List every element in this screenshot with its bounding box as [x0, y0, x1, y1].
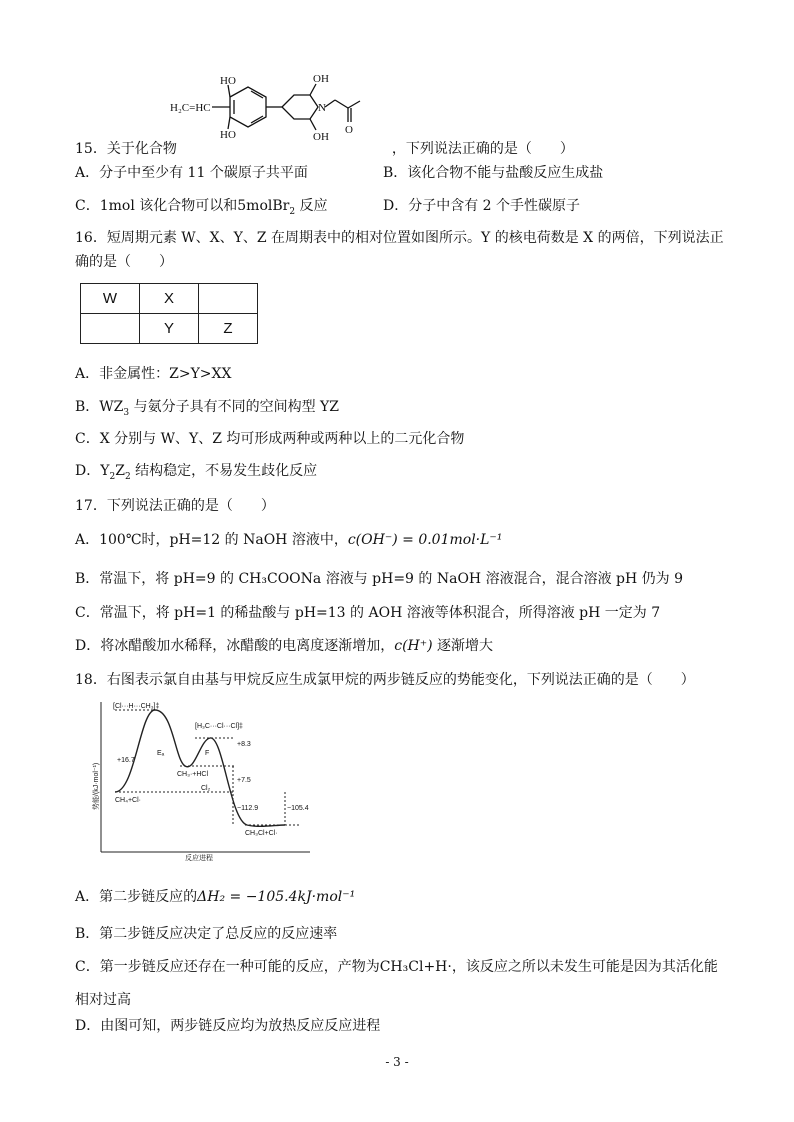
energy-label-v3: +7.5: [237, 777, 251, 784]
energy-label-products: CH₃Cl+Cl·: [245, 830, 278, 837]
page-number: - 3 -: [385, 1055, 409, 1069]
energy-label-v2: +8.3: [237, 741, 251, 748]
q16-option-c: C．X 分别与 W、Y、Z 均可形成两种或两种以上的二元化合物: [75, 431, 465, 447]
energy-label-ts1: [Cl···H···CH₃]‡: [113, 703, 160, 710]
q16-option-a: A．非金属性：Z>Y>XX: [75, 366, 232, 382]
q15-stem: 15．关于化合物 ，下列说法正确的是（ ）: [75, 141, 574, 157]
q18-stem: 18．右图表示氯自由基与甲烷反应生成氯甲烷的两步链反应的势能变化，下列说法正确的是（ ）: [75, 672, 695, 688]
periodic-table-grid: [80, 283, 258, 344]
energy-label-intermediate: CH₃·+HCl: [177, 771, 209, 778]
grid-cell: X: [140, 284, 199, 314]
mol-label-n: N: [318, 102, 326, 114]
energy-label-ea: Eₐ: [157, 750, 165, 757]
energy-ylabel: 势能/(kJ·mol⁻¹): [93, 762, 100, 810]
energy-label-v1: +16.7: [117, 757, 135, 764]
grid-cell: Z: [199, 314, 258, 344]
q18-option-c: C．第一步链反应还存在一种可能的反应，产物为CH₃Cl+H·，该反应之所以未发生可能是因为其活化能: [75, 959, 718, 975]
energy-label-v5: −105.4: [287, 805, 309, 812]
q16-stem-line1: 16．短周期元素 W、X、Y、Z 在周期表中的相对位置如图所示。Y 的核电荷数是 X 的两倍，下列说法正: [75, 230, 724, 246]
mol-label-ho-top: HO: [220, 75, 236, 87]
mol-label-oh-bottom: OH: [313, 131, 329, 143]
q17-option-a: A．100℃时，pH=12 的 NaOH 溶液中，c(OH⁻) = 0.01mol·L⁻¹: [75, 532, 503, 548]
energy-profile-figure: [95, 700, 315, 860]
q15-option-a: A．分子中至少有 11 个碳原子共平面: [75, 165, 308, 181]
grid-cell: [81, 314, 140, 344]
q17-option-d: D．将冰醋酸加水稀释，冰醋酸的电离度逐渐增加，c(H⁺) 逐渐增大: [75, 638, 494, 654]
mol-label-o: O: [345, 124, 353, 136]
grid-cell: W: [81, 284, 140, 314]
mol-label-oh-top: OH: [313, 73, 329, 85]
q17-option-c: C．常温下，将 pH=1 的稀盐酸与 pH=13 的 AOH 溶液等体积混合，所得溶液 pH 一定为 7: [75, 605, 661, 621]
energy-label-ea2: F: [205, 750, 210, 757]
q18-option-b: B．第二步链反应决定了总反应的反应速率: [75, 926, 338, 942]
mol-label-ho-bottom: HO: [220, 129, 236, 141]
energy-label-reactants: CH₄+Cl·: [115, 797, 141, 804]
q16-option-d: D．$Y_2Z_2$ 结构稳定，不易发生歧化反应: [75, 463, 318, 482]
q18-option-c-continued: 相对过高: [75, 992, 131, 1008]
energy-xlabel: 反应进程: [185, 855, 213, 862]
q15-option-c: C．1mol 该化合物可以和5molBr$_2$ 反应: [75, 198, 328, 217]
grid-cell: Y: [140, 314, 199, 344]
q17-stem: 17．下列说法正确的是（ ）: [75, 498, 275, 514]
q15-option-b: B．该化合物不能与盐酸反应生成盐: [383, 165, 604, 181]
energy-label-cl2: Cl₂: [201, 785, 211, 792]
q16-option-b: B．$WZ_3$ 与氨分子具有不同的空间构型 YZ: [75, 399, 340, 418]
q17-option-b: B．常温下，将 pH=9 的 CH₃COONa 溶液与 pH=9 的 NaOH 溶液混合，混合溶液 pH 仍为 9: [75, 571, 684, 587]
q15-option-d: D．分子中含有 2 个手性碳原子: [383, 198, 581, 214]
q16-stem-line2: 确的是（ ）: [75, 254, 173, 270]
q18-option-d: D．由图可知，两步链反应均为放热反应反应进程: [75, 1018, 381, 1034]
energy-label-v4: −112.9: [237, 805, 259, 812]
q18-option-a: A．第二步链反应的ΔH₂ = −105.4kJ·mol⁻¹: [75, 889, 356, 905]
energy-label-ts2: [H₃C···Cl···Cl]‡: [195, 723, 243, 730]
mol-label-vinyl: H₂C=HC: [170, 102, 211, 114]
grid-cell: [199, 284, 258, 314]
